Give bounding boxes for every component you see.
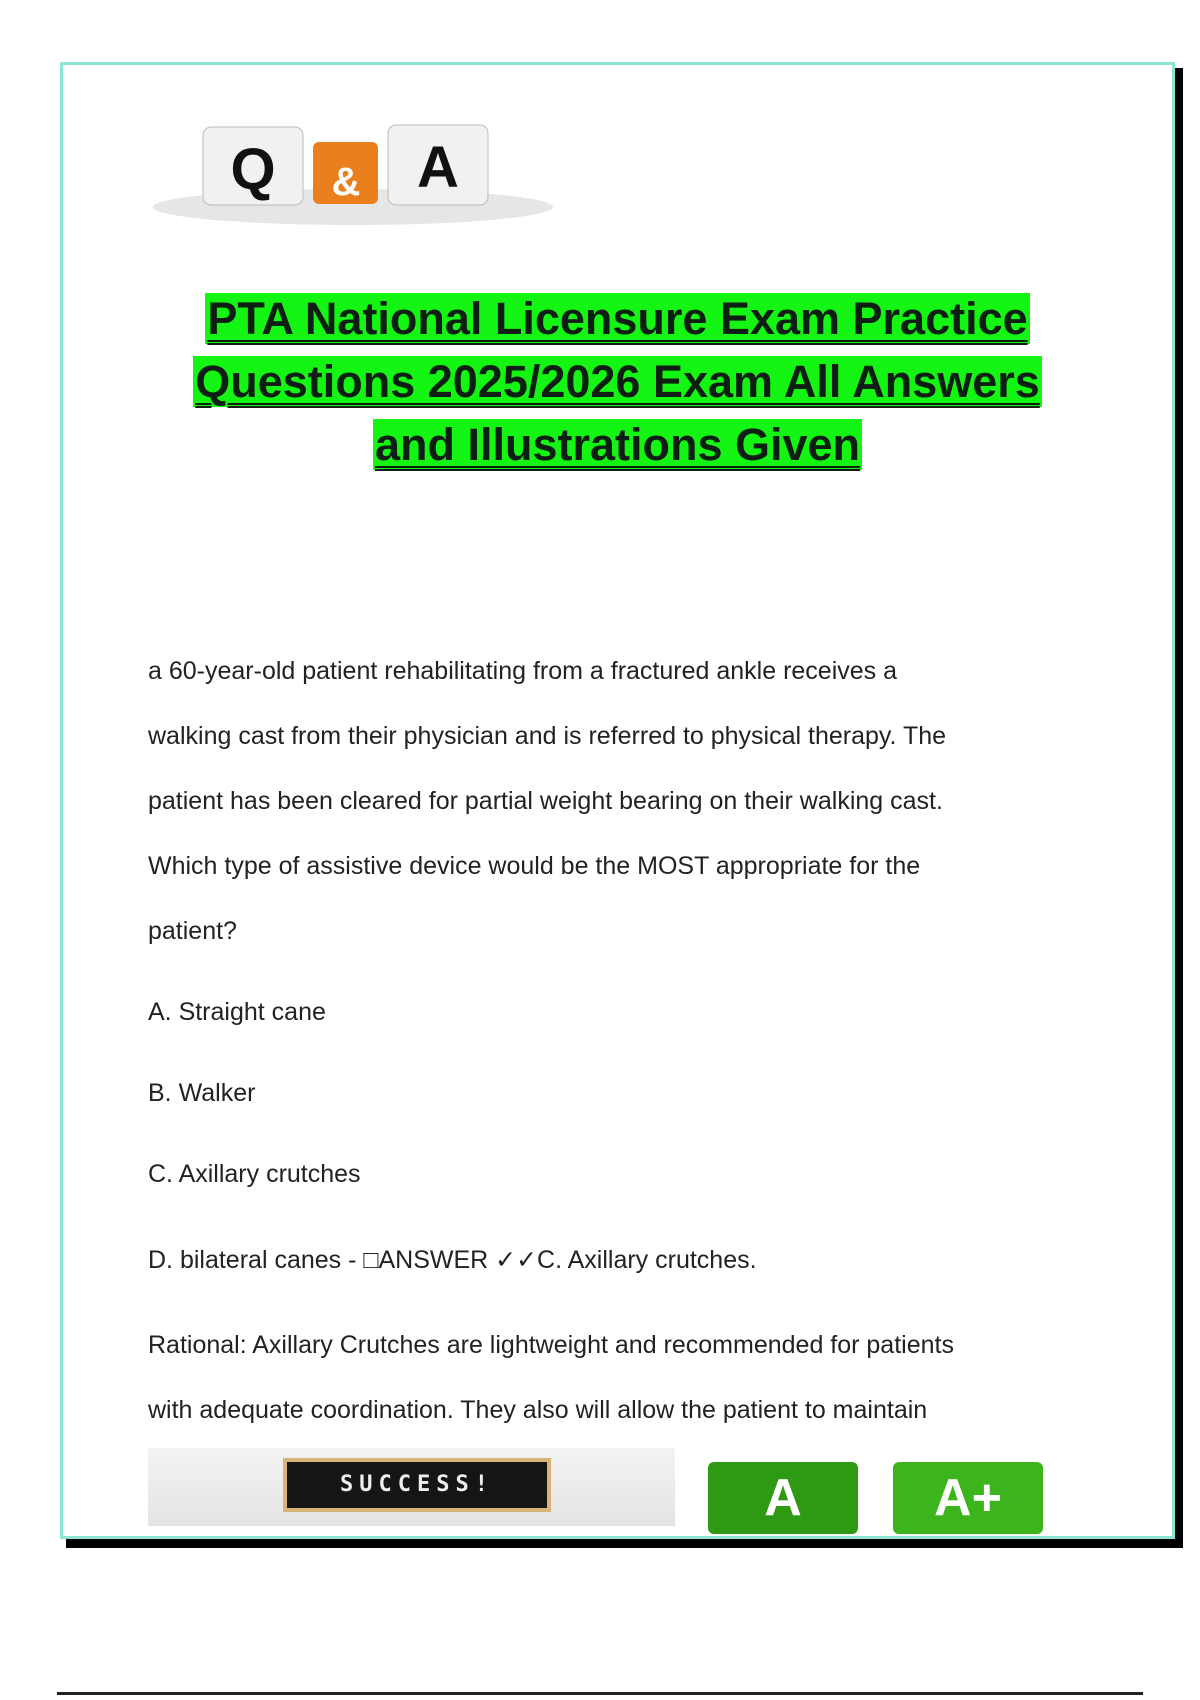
answer-line: D. bilateral canes - □ANSWER ✓✓C. Axillary crutches.: [148, 1246, 757, 1274]
logo-q: Q: [230, 137, 276, 202]
rationale-line: with adequate coordination. They also will allow the patient to maintain: [148, 1396, 928, 1424]
option-c: C. Axillary crutches: [148, 1160, 361, 1188]
question-line: patient has been cleared for partial weight bearing on their walking cast.: [148, 787, 943, 815]
question-line: a 60-year-old patient rehabilitating from a fractured ankle receives a: [148, 657, 898, 685]
grade-a-badge: A: [708, 1462, 858, 1534]
rationale-line: Rational: Axillary Crutches are lightweight and recommended for patients: [148, 1331, 954, 1359]
document-page: [60, 62, 1175, 1539]
title-line: PTA National Licensure Exam Practice: [207, 293, 1028, 344]
success-banner-image: [148, 1448, 675, 1526]
document-title: [63, 287, 1172, 476]
logo-a: A: [417, 135, 459, 200]
option-b: B. Walker: [148, 1079, 256, 1107]
grade-a-plus-badge: A+: [893, 1462, 1043, 1534]
success-board: SUCCESS!: [283, 1458, 551, 1512]
page-separator: [57, 1692, 1143, 1695]
option-a: A. Straight cane: [148, 998, 326, 1026]
logo-amp: &: [331, 160, 361, 204]
title-line: and Illustrations Given: [374, 419, 861, 470]
question-line: walking cast from their physician and is referred to physical therapy. The: [148, 722, 947, 750]
question-line: Which type of assistive device would be the MOST appropriate for the: [148, 852, 921, 880]
question-line: patient?: [148, 917, 237, 945]
title-line: Questions 2025/2026 Exam All Answers: [195, 356, 1040, 407]
qa-dice-logo: [148, 87, 558, 267]
